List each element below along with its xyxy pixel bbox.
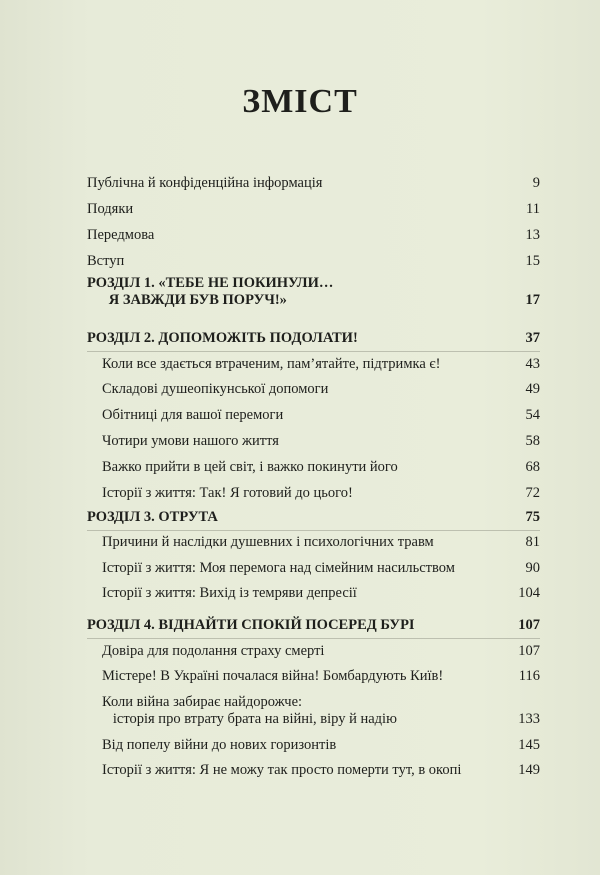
toc-entry-page: 104 xyxy=(518,585,540,601)
divider xyxy=(87,530,540,531)
toc-entry-page: 107 xyxy=(518,643,540,659)
toc-entry xyxy=(87,201,540,218)
toc-entry-title: Історії з життя: Я не можу так просто померти тут, в окопі xyxy=(102,762,462,778)
toc-entry-page: 75 xyxy=(525,509,540,525)
toc-entry-title: Коли все здається втраченим, пам’ятайте, підтримка є! xyxy=(102,356,441,372)
toc-entry-title: РОЗДІЛ 2. ДОПОМОЖІТЬ ПОДОЛАТИ! xyxy=(87,330,358,346)
toc-entry-page: 54 xyxy=(525,407,540,423)
toc-entry-title: Коли війна забирає найдорожче: історія про втрату брата на війні, віру й надію xyxy=(102,694,397,727)
toc-entry-title: Подяки xyxy=(87,201,134,217)
toc-entry-title: Історії з життя: Вихід із темряви депресії xyxy=(102,585,357,601)
toc-chapter xyxy=(87,275,540,309)
toc-entry-title: Причини й наслідки душевних і психологічних травм xyxy=(102,534,434,550)
toc-entry xyxy=(102,560,540,577)
toc-entry xyxy=(102,643,540,660)
toc-entry xyxy=(102,737,540,754)
toc-entry-title: Складові душеопікунської допомоги xyxy=(102,381,329,397)
toc-entry-title: Обітниці для вашої перемоги xyxy=(102,407,284,423)
toc-entry-page: 49 xyxy=(525,381,540,397)
toc-entry xyxy=(87,175,540,192)
toc-entry-title: Історії з життя: Моя перемога над сімейним насильством xyxy=(102,560,455,576)
toc-entry xyxy=(87,227,540,244)
toc-entry-title: Містере! В Україні почалася війна! Бомбардують Київ! xyxy=(102,668,444,684)
toc-entry-page: 149 xyxy=(518,762,540,778)
toc-entry-title: Історії з життя: Так! Я готовий до цього! xyxy=(102,485,353,501)
toc-entry xyxy=(102,694,540,728)
toc-entry-title: Публічна й конфіденційна інформація xyxy=(87,175,323,191)
toc-chapter xyxy=(87,509,540,526)
divider xyxy=(87,351,540,352)
toc-entry xyxy=(102,381,540,398)
toc-entry-page: 90 xyxy=(525,560,540,576)
toc-entry-page: 107 xyxy=(518,617,540,633)
toc-entry-page: 17 xyxy=(525,292,540,308)
toc-entry-title: Передмова xyxy=(87,227,155,243)
toc-entry xyxy=(102,762,540,779)
toc-entry xyxy=(102,534,540,551)
toc-entry xyxy=(87,253,540,270)
toc-entry xyxy=(102,459,540,476)
toc-entry-page: 37 xyxy=(525,330,540,346)
toc-entry-page: 13 xyxy=(525,227,540,243)
toc-entry-title: РОЗДІЛ 3. ОТРУТА xyxy=(87,509,218,525)
toc-entry-title: РОЗДІЛ 1. «ТЕБЕ НЕ ПОКИНУЛИ… Я ЗАВЖДИ БУВ ПОРУЧ!» xyxy=(87,275,334,308)
page-title: ЗМІСТ xyxy=(242,83,358,120)
toc-entry-page: 11 xyxy=(526,201,540,217)
toc-entry-title: Від попелу війни до нових горизонтів xyxy=(102,737,337,753)
toc-entry-title: Важко прийти в цей світ, і важко покинути його xyxy=(102,459,398,475)
toc-entry xyxy=(102,585,540,602)
toc-entry xyxy=(102,668,540,685)
toc-entry xyxy=(102,356,540,373)
toc-entry-page: 72 xyxy=(525,485,540,501)
toc-entry xyxy=(102,407,540,424)
toc-entry-page: 133 xyxy=(518,711,540,727)
toc-entry-page: 68 xyxy=(525,459,540,475)
toc-entry-title: Вступ xyxy=(87,253,125,269)
toc-entry xyxy=(102,433,540,450)
toc-entry-page: 43 xyxy=(525,356,540,372)
toc-entry xyxy=(102,485,540,502)
toc-chapter xyxy=(87,330,540,347)
toc-entry-page: 145 xyxy=(518,737,540,753)
divider xyxy=(87,638,540,639)
toc-entry-page: 9 xyxy=(532,175,540,191)
toc-chapter xyxy=(87,617,540,634)
toc-entry-title: Довіра для подолання страху смерті xyxy=(102,643,325,659)
toc-entry-title: Чотири умови нашого життя xyxy=(102,433,279,449)
toc-entry-title: РОЗДІЛ 4. ВІДНАЙТИ СПОКІЙ ПОСЕРЕД БУРІ xyxy=(87,617,415,633)
toc-entry-page: 15 xyxy=(525,253,540,269)
toc-entry-page: 81 xyxy=(525,534,540,550)
toc-entry-page: 58 xyxy=(525,433,540,449)
toc-entry-page: 116 xyxy=(518,668,540,684)
